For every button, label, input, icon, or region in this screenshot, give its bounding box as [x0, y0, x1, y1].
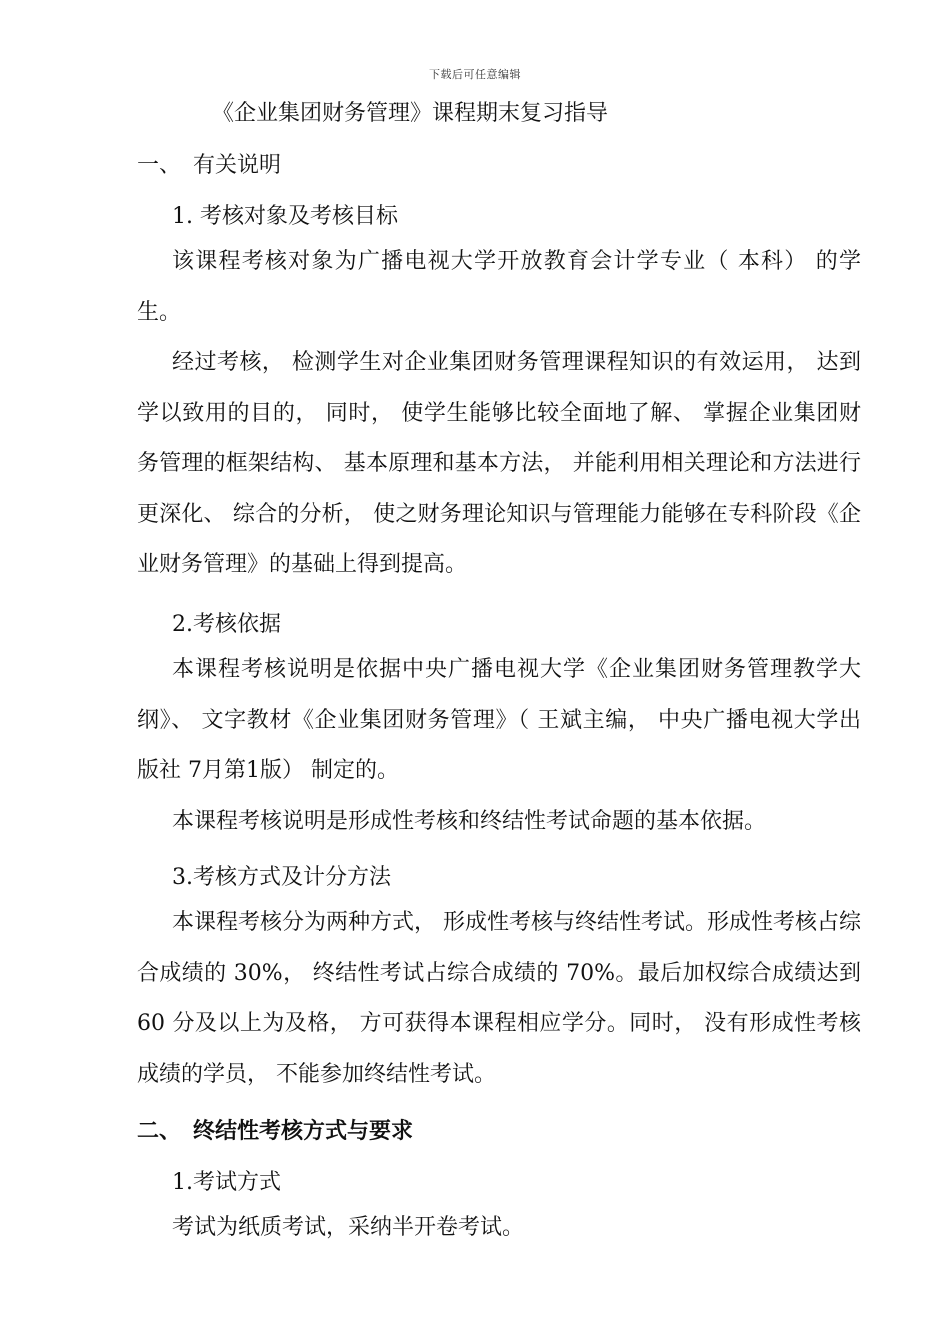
paragraph-1-3-a: 本课程考核分为两种方式， 形成性考核与终结性考试。形成性考核占综合成绩的 30%， 终结性考试占综合成绩的 70%。最后加权综合成绩达到 60 分及以上为及格， 方可获得本课程相应学分。同时， 没有形成性考核成绩的学员， 不能参加终结性考试。 — [137, 910, 861, 1087]
section-1-title: 有关说明 — [193, 153, 282, 178]
paragraph-1-1-b: 经过考核， 检测学生对企业集团财务管理课程知识的有效运用， 达到学以致用的目的， 同时， 使学生能够比较全面地了解、 掌握企业集团财务管理的框架结构、 基本原理和基本方法， 并能利用相关理论和方法进行更深化、 综合的分析， 使之财务理论知识与管理能力能够在专科阶段《企业财务管理》的基础上得到提高。 — [137, 350, 861, 577]
subsection-1-1-heading: 1. 考核对象及考核目标 — [172, 204, 398, 229]
header-note: 下载后可任意编辑 — [429, 68, 521, 81]
section-2-heading — [137, 1114, 413, 1145]
subsection-1-3-heading: 3.考核方式及计分方法 — [172, 865, 391, 890]
section-2-title: 终结性考核方式与要求 — [193, 1118, 414, 1144]
subsection-2-1-heading: 1.考试方式 — [172, 1170, 281, 1195]
paragraph-2-1-a: 考试为纸质考试，采纳半开卷考试。 — [172, 1215, 525, 1240]
paragraph-1-2-b: 本课程考核说明是形成性考核和终结性考试命题的基本依据。 — [172, 809, 767, 834]
paragraph-1-2-a: 本课程考核说明是依据中央广播电视大学《企业集团财务管理教学大纲》、 文字教材《企业集团财务管理》（ 王斌主编， 中央广播电视大学出版社 7月第1版） 制定的。 — [137, 657, 861, 783]
paragraph-1-1-a: 该课程考核对象为广播电视大学开放教育会计学专业（ 本科） 的学生。 — [137, 249, 861, 325]
section-1-heading — [137, 148, 281, 179]
subsection-1-2-heading: 2.考核依据 — [172, 612, 281, 637]
section-2-number: 二、 — [137, 1118, 182, 1144]
section-1-number: 一、 — [137, 153, 182, 178]
page-title: 《企业集团财务管理》课程期末复习指导 — [212, 101, 609, 126]
